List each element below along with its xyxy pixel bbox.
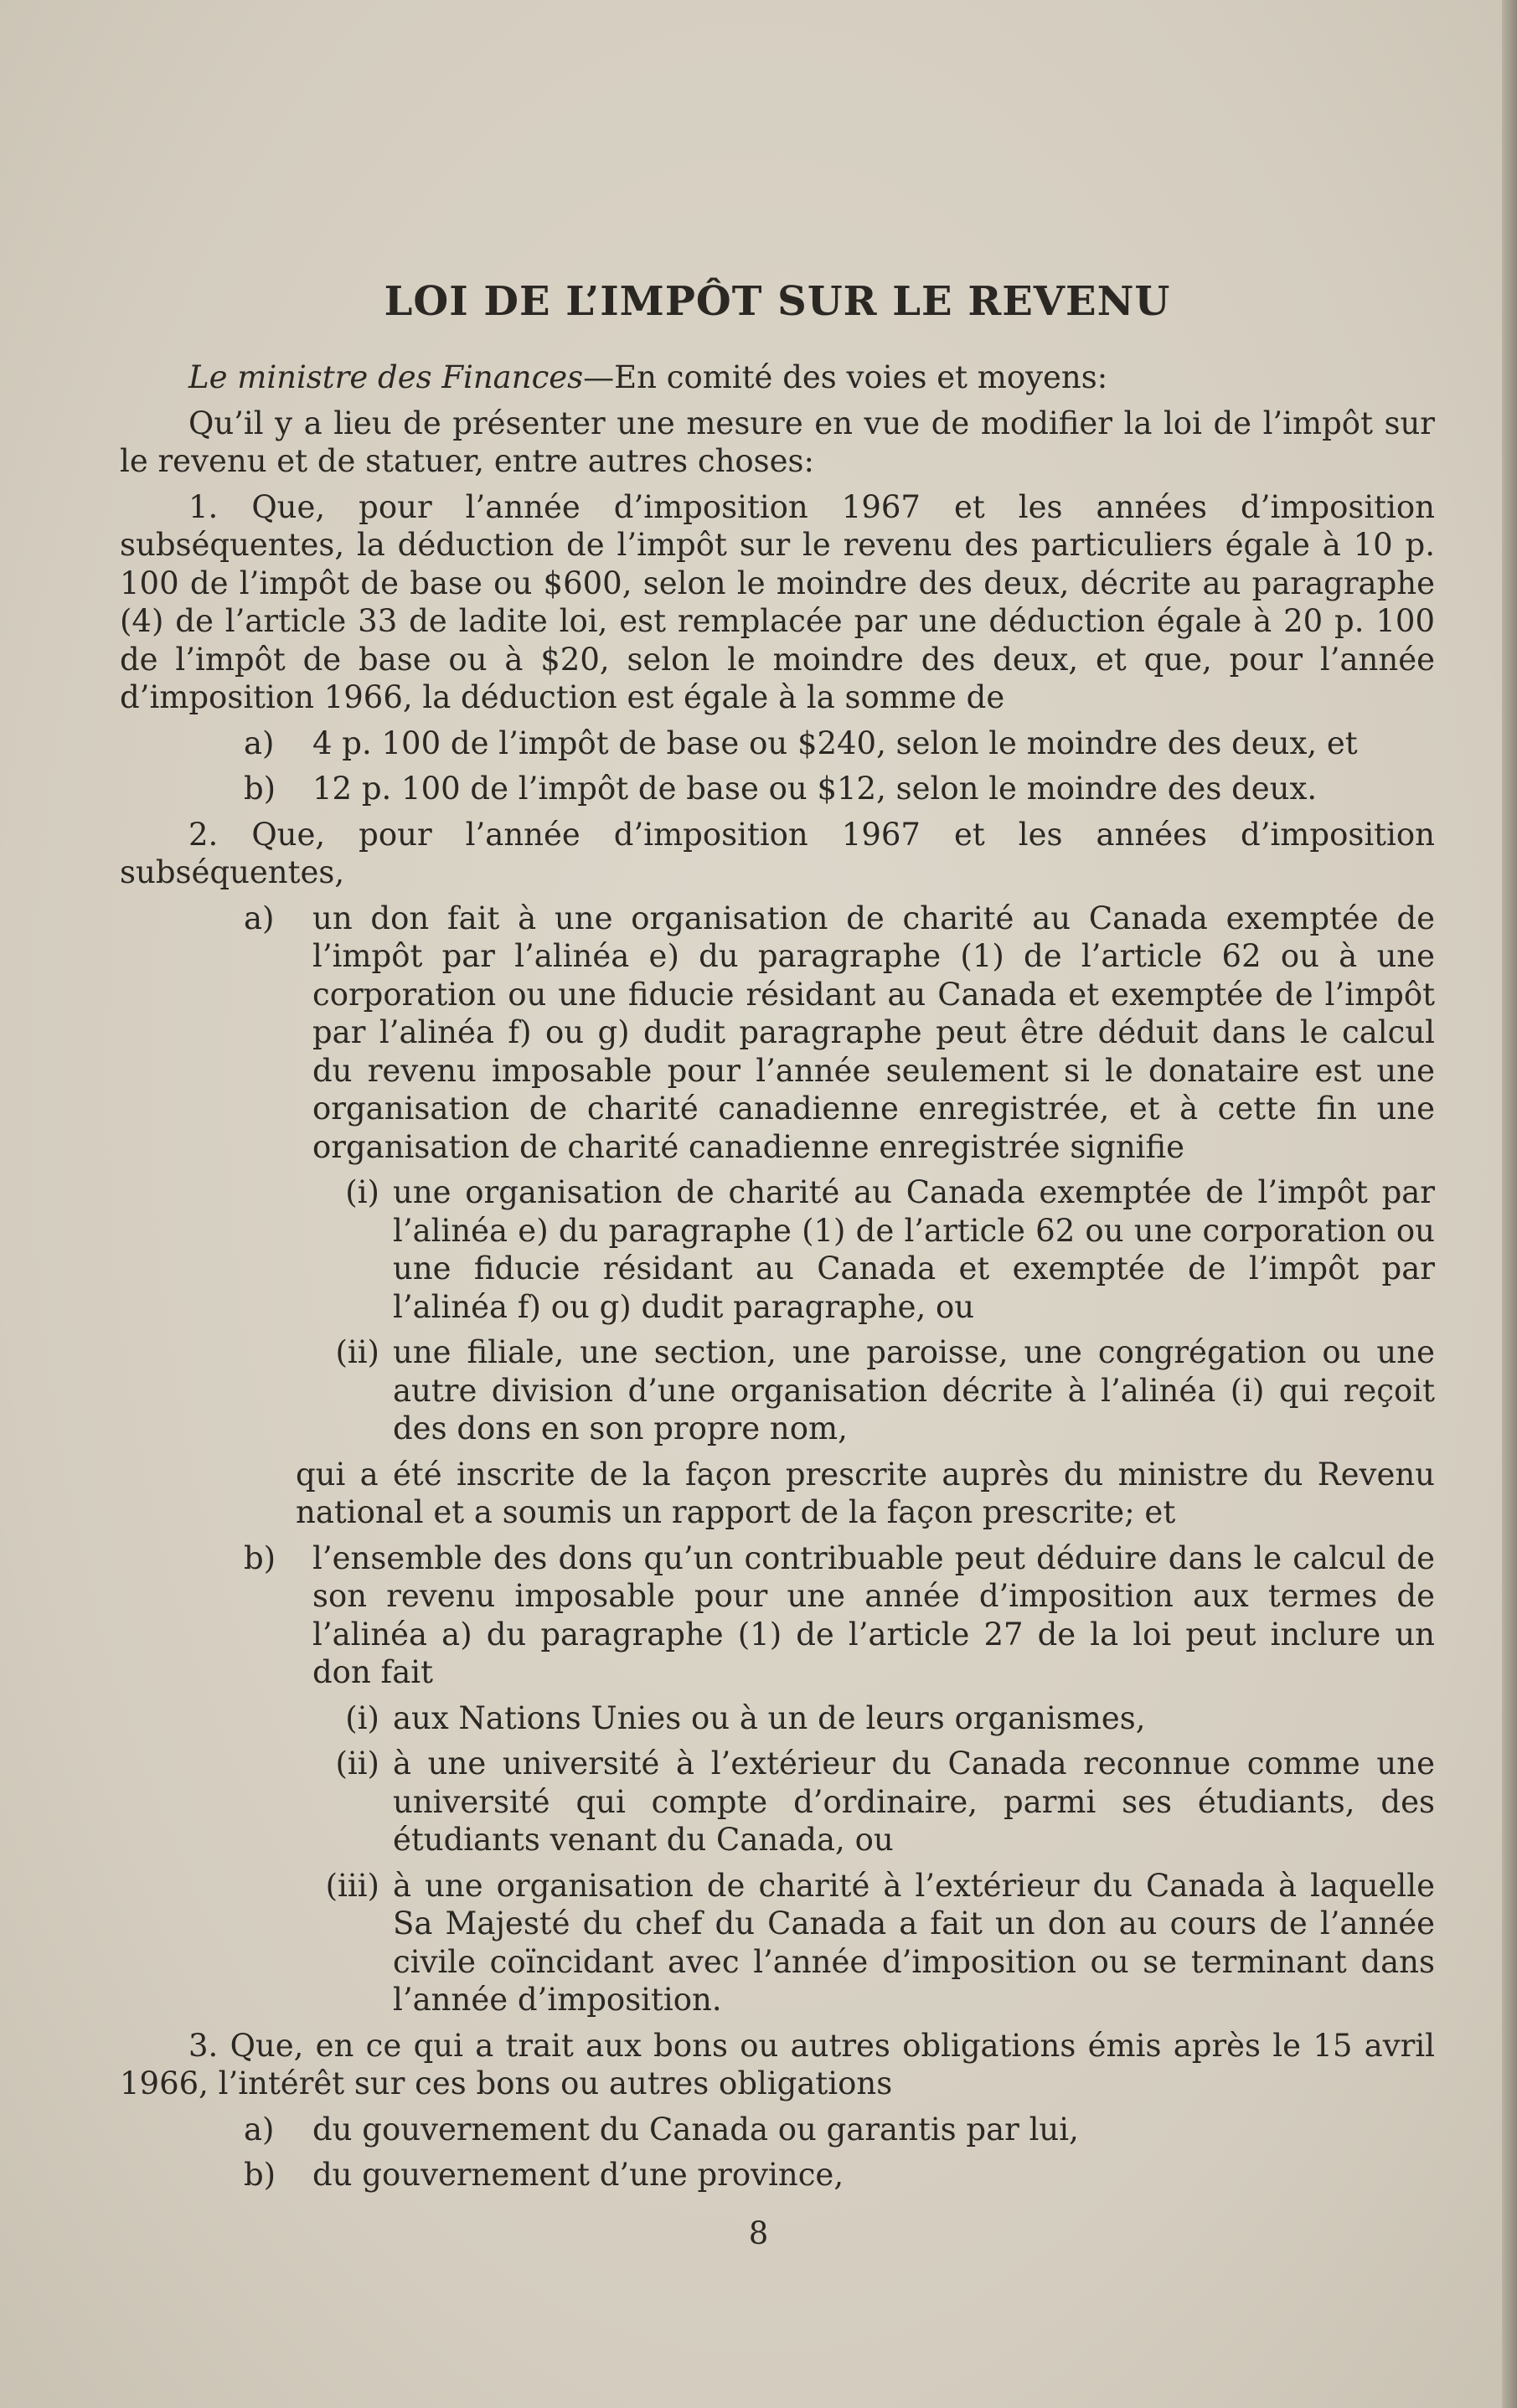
- intro-rest: —En comité des voies et moyens:: [583, 359, 1108, 395]
- section-2-item-a-ii: [120, 1333, 1435, 1448]
- item-label: b): [244, 1539, 276, 1576]
- subitem-text: une filiale, une section, une paroisse, une congrégation ou une autre division d’une organisation décrite à l’alinéa (i) qui reçoit des dons en son propre nom,: [393, 1334, 1435, 1446]
- subitem-text: aux Nations Unies ou à un de leurs organismes,: [393, 1699, 1146, 1736]
- document-body: [120, 276, 1435, 2202]
- intro-line: [120, 358, 1435, 397]
- item-text: un don fait à une organisation de charité au Canada exemptée de l’impôt par l’alinéa e) du paragraphe (1) de l’article 62 ou à une corporation ou une fiducie résidant au Canada et exemptée de l’impôt par l’alinéa f) ou g) dudit paragraphe peut être déduit dans le calcul du revenu imposable pour l’année seulement si le donataire est une organisation de charité canadienne enregistrée, et à cette fin une organisation de charité canadienne enregistrée signifie: [312, 900, 1435, 1165]
- section-2-item-b: [120, 1539, 1435, 1692]
- item-label: b): [244, 2157, 276, 2193]
- section-1-item-b: [120, 770, 1435, 808]
- section-2-paragraph: 2. Que, pour l’année d’imposition 1967 et les années d’imposition subséquentes,: [120, 816, 1435, 890]
- item-text: 4 p. 100 de l’impôt de base ou $240, selon le moindre des deux, et: [312, 724, 1358, 761]
- section-1-paragraph: 1. Que, pour l’année d’imposition 1967 et les années d’imposition subséquentes, la déduction de l’impôt sur le revenu des particuliers égale à 10 p. 100 de l’impôt de base ou $600, selon le moindre des deux, décrite au paragraphe (4) de l’article 33 de ladite loi, est remplacée par une déduction égale à 20 p. 100 de l’impôt de base ou à $20, selon le moindre des deux, et que, pour l’année d’imposition 1966, la déduction est égale à la somme de: [120, 488, 1435, 715]
- page-edge-shadow: [1502, 0, 1517, 2408]
- item-label: a): [244, 2111, 275, 2148]
- subitem-label: (i): [345, 1174, 379, 1210]
- page-number: 8: [748, 2215, 769, 2251]
- subitem-text: à une université à l’extérieur du Canada reconnue comme une université qui compte d’ordinaire, parmi ses étudiants, des étudiants venant du Canada, ou: [393, 1745, 1435, 1858]
- subitem-text: une organisation de charité au Canada exemptée de l’impôt par l’alinéa e) du paragraphe (1) de l’article 62 ou une corporation ou une fiducie résidant au Canada et exemptée de l’impôt par l’alinéa f) ou g) dudit paragraphe, ou: [393, 1174, 1435, 1325]
- subitem-label: (i): [345, 1699, 379, 1736]
- item-text: du gouvernement d’une province,: [312, 2157, 844, 2193]
- section-2-item-b-i: [120, 1699, 1435, 1738]
- subitem-label: (iii): [325, 1867, 379, 1904]
- item-label: a): [244, 724, 275, 761]
- section-1-item-a: [120, 724, 1435, 763]
- section-2-item-a: [120, 900, 1435, 1167]
- section-2-item-a-i: [120, 1173, 1435, 1326]
- subitem-label: (ii): [335, 1334, 379, 1370]
- speaker-name: Le ministre des Finances: [188, 359, 584, 395]
- section-3-paragraph: 3. Que, en ce qui a trait aux bons ou autres obligations émis après le 15 avril 1966, l’intérêt sur ces bons ou autres obligations: [120, 2027, 1435, 2101]
- document-title: LOI DE L’IMPÔT SUR LE REVENU: [384, 278, 1171, 325]
- preamble-paragraph: Qu’il y a lieu de présenter une mesure en vue de modifier la loi de l’impôt sur le revenu et de statuer, entre autres choses:: [120, 405, 1435, 479]
- section-3-item-b: [120, 2156, 1435, 2194]
- section-2-item-b-iii: [120, 1867, 1435, 2019]
- item-text: 12 p. 100 de l’impôt de base ou $12, selon le moindre des deux.: [312, 771, 1318, 807]
- item-text: l’ensemble des dons qu’un contribuable peut déduire dans le calcul de son revenu imposable pour une année d’imposition aux termes de l’alinéa a) du paragraphe (1) de l’article 27 de la loi peut inclure un don fait: [312, 1539, 1435, 1690]
- item-label: b): [244, 771, 276, 807]
- item-text: du gouvernement du Canada ou garantis par lui,: [312, 2111, 1079, 2148]
- item-label: a): [244, 900, 275, 936]
- section-3-item-a: [120, 2111, 1435, 2149]
- section-2-item-a-continuation: qui a été inscrite de la façon prescrite auprès du ministre du Revenu national et a soumis un rapport de la façon prescrite; et: [296, 1456, 1435, 1530]
- subitem-label: (ii): [335, 1745, 379, 1782]
- subitem-text: à une organisation de charité à l’extérieur du Canada à laquelle Sa Majesté du chef du Canada a fait un don au cours de l’année civile coïncidant avec l’année d’imposition ou se terminant dans l’année d’imposition.: [393, 1867, 1435, 2018]
- section-2-item-b-ii: [120, 1745, 1435, 1859]
